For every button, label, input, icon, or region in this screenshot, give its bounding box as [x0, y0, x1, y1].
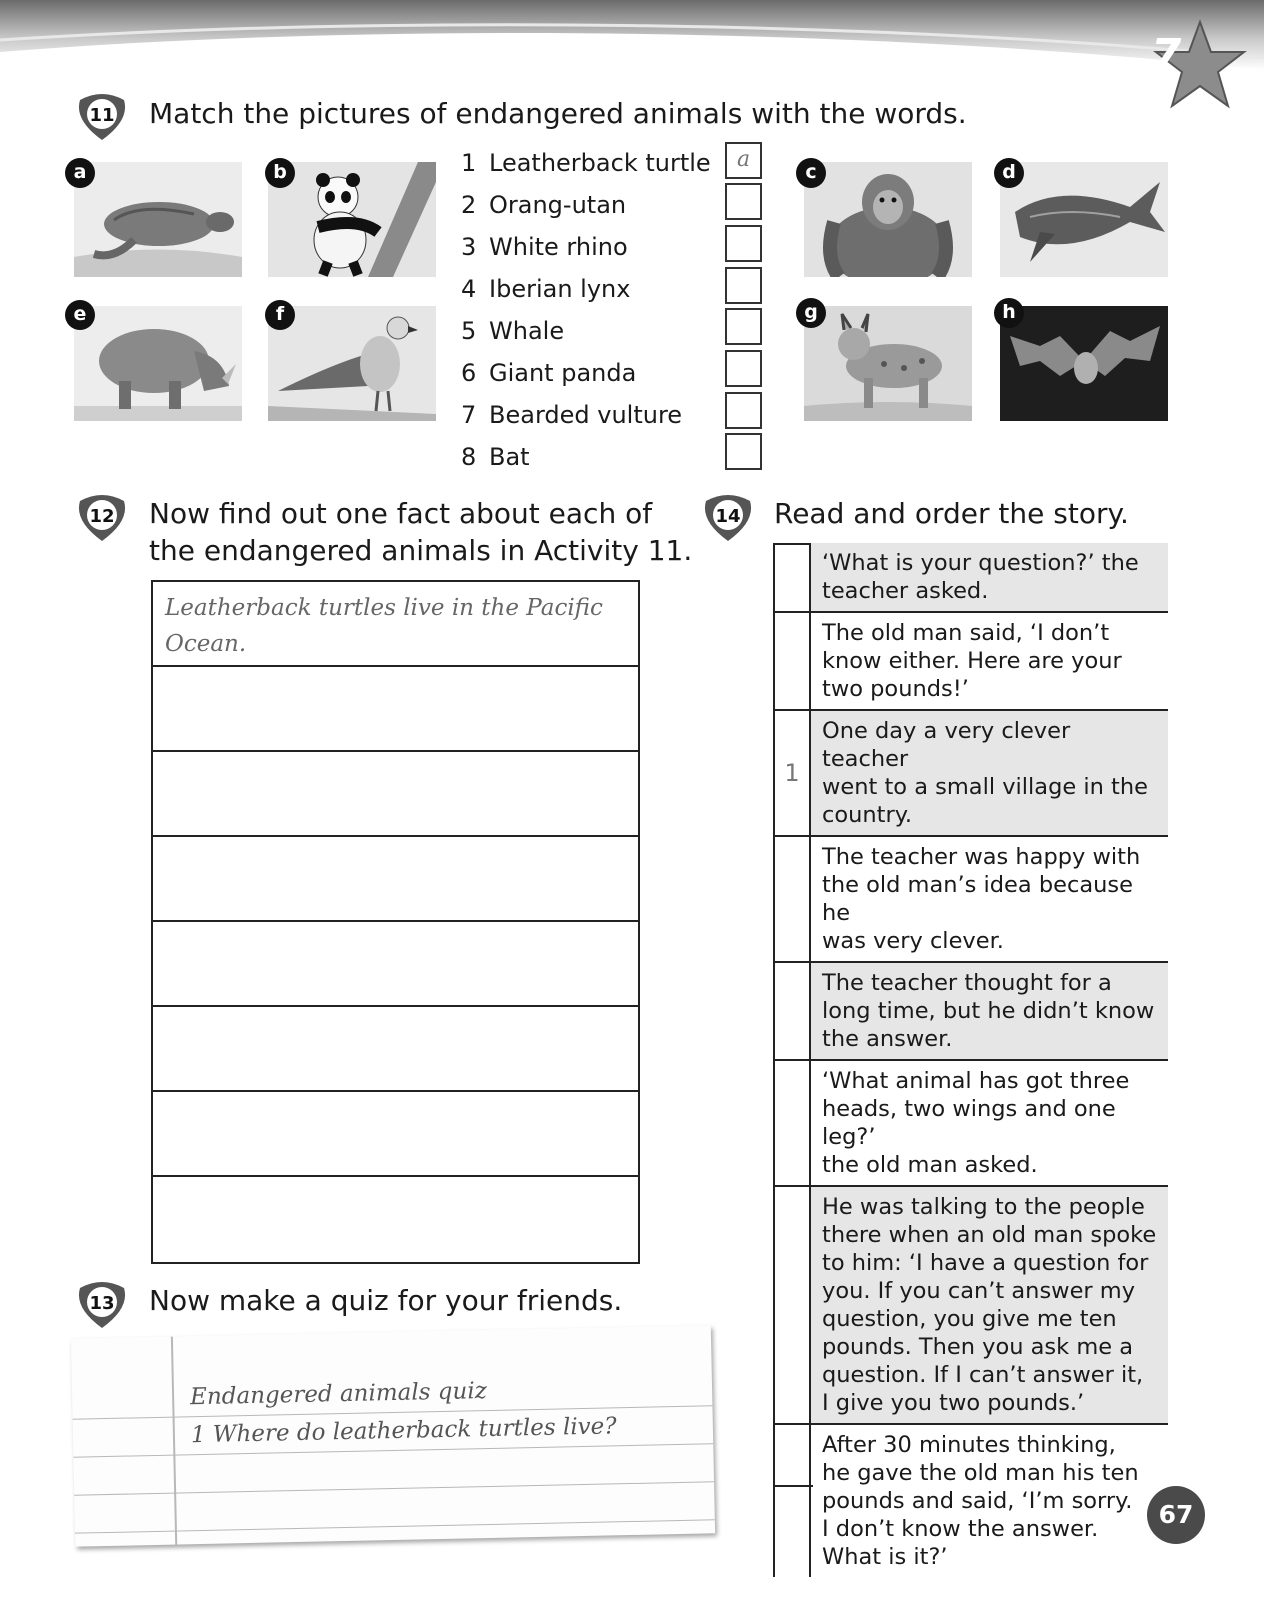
word-number: 6	[461, 359, 477, 387]
svg-text:14: 14	[715, 506, 741, 527]
animal-word-list	[461, 142, 721, 478]
story-line: long time, but he didn’t know	[822, 998, 1155, 1024]
activity-14-badge	[702, 491, 754, 543]
story-text	[811, 837, 1168, 961]
story-item	[773, 1187, 1168, 1425]
story-item	[773, 1061, 1168, 1187]
word-item	[461, 226, 721, 268]
word-item	[461, 394, 721, 436]
picture-letter: d	[994, 158, 1024, 188]
word-text: White rhino	[489, 233, 628, 261]
story-text	[811, 543, 1168, 611]
activity-12-title-line2: the endangered animals in Activity 11.	[149, 534, 693, 567]
story-text	[811, 1187, 1168, 1423]
word-item	[461, 310, 721, 352]
picture-letter: a	[65, 158, 95, 188]
story-line: What is it?’	[822, 1544, 948, 1570]
fact-row[interactable]	[153, 922, 638, 1007]
answer-box-7[interactable]	[725, 392, 762, 429]
activity-11-title: Match the pictures of endangered animals with the words.	[149, 97, 967, 130]
picture-letter: h	[994, 298, 1024, 328]
story-text	[811, 963, 1168, 1059]
unit-number: 7	[1150, 30, 1182, 81]
story-line: The old man said, ‘I don’t	[822, 620, 1110, 646]
story-line: He was talking to the people	[822, 1194, 1145, 1220]
quiz-note-paper	[71, 1325, 715, 1546]
activity-14-title: Read and order the story.	[774, 497, 1129, 530]
story-item	[773, 963, 1168, 1061]
picture-letter: f	[265, 300, 295, 330]
story-text	[811, 711, 1168, 835]
story-order-box[interactable]	[773, 613, 811, 709]
fact-row[interactable]: Leatherback turtles live in the Pacific Ocean.	[153, 582, 638, 667]
answer-box-8[interactable]	[725, 433, 762, 470]
svg-text:11: 11	[89, 105, 115, 126]
story-line: you. If you can’t answer my	[822, 1278, 1136, 1304]
story-item	[773, 711, 1168, 837]
picture-letter: g	[796, 298, 826, 328]
story-line: the old man’s idea because he	[822, 872, 1133, 926]
story-line: went to a small village in the	[822, 774, 1148, 800]
story-line: know either. Here are your	[822, 648, 1122, 674]
story-line: he gave the old man his ten	[822, 1460, 1139, 1486]
bearded-vulture-picture	[268, 306, 436, 421]
word-text: Bearded vulture	[489, 401, 683, 429]
story-line: After 30 minutes thinking,	[822, 1432, 1116, 1458]
story-order-box[interactable]: 1	[773, 711, 811, 835]
white-rhino-picture	[74, 306, 242, 421]
story-item	[773, 837, 1168, 963]
word-number: 4	[461, 275, 477, 303]
answer-box-3[interactable]	[725, 225, 762, 262]
story-order-box[interactable]	[773, 963, 811, 1059]
story-line: question, you give me ten	[822, 1306, 1117, 1332]
story-line: ‘What animal has got three	[822, 1068, 1130, 1094]
word-item	[461, 268, 721, 310]
quiz-title: Endangered animals quiz	[189, 1378, 488, 1411]
note-rule-line	[75, 1519, 715, 1533]
story-line: country.	[822, 802, 912, 828]
story-text	[811, 1061, 1168, 1185]
story-line: the answer.	[822, 1026, 953, 1052]
story-line: The teacher thought for a	[822, 970, 1112, 996]
activity-11-badge	[76, 90, 128, 142]
story-order-box[interactable]	[773, 1425, 811, 1577]
answer-box-6[interactable]	[725, 350, 762, 387]
story-line: teacher asked.	[822, 578, 989, 604]
activity-13-title: Now make a quiz for your friends.	[149, 1284, 623, 1317]
answer-box-5[interactable]	[725, 308, 762, 345]
word-number: 8	[461, 443, 477, 471]
word-number: 5	[461, 317, 477, 345]
story-item	[773, 1425, 1168, 1577]
word-number: 3	[461, 233, 477, 261]
story-line: two pounds!’	[822, 676, 969, 702]
svg-text:13: 13	[89, 1293, 115, 1314]
fact-row[interactable]	[153, 837, 638, 922]
story-table-bottom-border	[773, 1485, 813, 1487]
answer-box-4[interactable]	[725, 267, 762, 304]
whale-picture	[1000, 162, 1168, 277]
story-item	[773, 613, 1168, 711]
picture-letter: c	[796, 158, 826, 188]
story-item	[773, 543, 1168, 613]
word-text: Orang-utan	[489, 191, 627, 219]
picture-letter: e	[65, 300, 95, 330]
note-rule-line	[74, 1481, 714, 1495]
story-line: question. If I can’t answer it,	[822, 1362, 1144, 1388]
word-text: Bat	[489, 443, 530, 471]
fact-row[interactable]	[153, 1092, 638, 1177]
story-line: The teacher was happy with	[822, 844, 1141, 870]
word-item	[461, 436, 721, 478]
story-line: ‘What is your question?’ the	[822, 550, 1139, 576]
fact-row[interactable]	[153, 752, 638, 837]
note-rule-line	[73, 1443, 713, 1457]
word-item	[461, 142, 721, 184]
story-line: pounds and said, ‘I’m sorry.	[822, 1488, 1133, 1514]
story-order-box[interactable]	[773, 1061, 811, 1185]
quiz-question: 1 Where do leatherback turtles live?	[190, 1413, 617, 1449]
top-banner	[0, 0, 1264, 70]
story-line: heads, two wings and one leg?’	[822, 1096, 1116, 1150]
answer-box-2[interactable]	[725, 183, 762, 220]
word-number: 2	[461, 191, 477, 219]
fact-row[interactable]	[153, 667, 638, 752]
bat-picture	[1000, 306, 1168, 421]
story-line: pounds. Then you ask me a	[822, 1334, 1134, 1360]
answer-box-1[interactable]: a	[725, 142, 762, 179]
activity-13-badge	[76, 1278, 128, 1330]
word-item	[461, 184, 721, 226]
story-order-box[interactable]	[773, 543, 811, 611]
fact-table	[151, 580, 640, 1264]
picture-letter: b	[265, 158, 295, 188]
story-text	[811, 613, 1168, 709]
word-text: Iberian lynx	[489, 275, 631, 303]
word-number: 7	[461, 401, 477, 429]
word-text: Whale	[489, 317, 565, 345]
story-line: the old man asked.	[822, 1152, 1038, 1178]
word-item	[461, 352, 721, 394]
story-line: was very clever.	[822, 928, 1004, 954]
svg-text:12: 12	[89, 506, 115, 527]
fact-row[interactable]	[153, 1007, 638, 1092]
story-order-table	[773, 543, 1168, 1577]
page-number: 67	[1147, 1486, 1205, 1544]
story-text	[811, 1425, 1168, 1577]
orang-utan-picture	[804, 162, 972, 277]
story-order-box[interactable]	[773, 1187, 811, 1423]
fact-row[interactable]	[153, 1177, 638, 1262]
story-line: there when an old man spoke	[822, 1222, 1157, 1248]
story-line: I give you two pounds.’	[822, 1390, 1085, 1416]
word-number: 1	[461, 149, 477, 177]
iberian-lynx-picture	[804, 306, 972, 421]
activity-12-badge	[76, 491, 128, 543]
note-margin-line	[171, 1337, 177, 1545]
word-text: Giant panda	[489, 359, 637, 387]
activity-12-title-line1: Now find out one fact about each of	[149, 497, 653, 530]
story-order-box[interactable]	[773, 837, 811, 961]
word-text: Leatherback turtle	[489, 149, 711, 177]
story-line: to him: ‘I have a question for	[822, 1250, 1149, 1276]
story-line: One day a very clever teacher	[822, 718, 1071, 772]
story-line: I don’t know the answer.	[822, 1516, 1099, 1542]
leatherback-turtle-picture	[74, 162, 242, 277]
